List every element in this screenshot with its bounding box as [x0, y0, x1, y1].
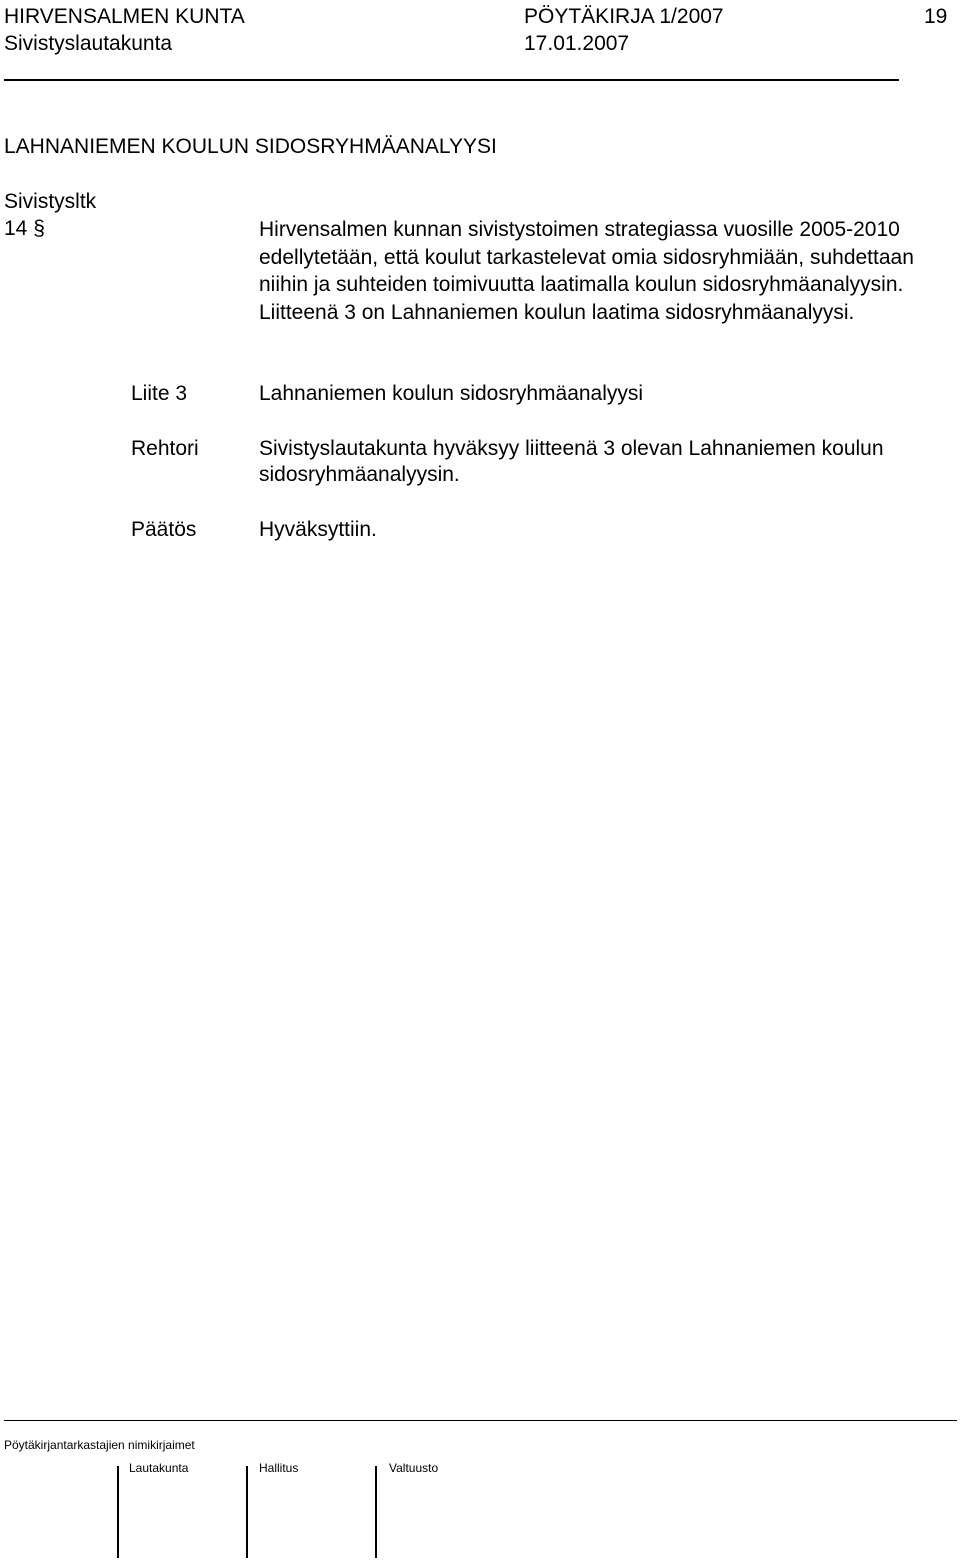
- item-label-decision: Päätös: [131, 518, 197, 541]
- item-label-attachment: Liite 3: [131, 382, 188, 405]
- footer-column-board: Hallitus: [259, 1461, 299, 1475]
- item-text-decision: Hyväksyttiin.: [259, 518, 377, 541]
- municipality-name: HIRVENSALMEN KUNTA: [4, 5, 245, 28]
- footer-column-council: Valtuusto: [389, 1461, 439, 1475]
- signature-box-divider-2: [246, 1466, 248, 1558]
- document-type: PÖYTÄKIRJA 1/2007: [524, 5, 724, 28]
- committee-name: Sivistyslautakunta: [4, 32, 173, 55]
- item-label-principal: Rehtori: [131, 437, 199, 460]
- section-body: Hirvensalmen kunnan sivistystoimen strategiassa vuosille 2005-2010 edellytetään, että koulut tarkastelevat omia sidosryhmiään, suhdettaan niihin ja suhteiden toimivuutta laatimalla koulun sidosryhmäanalyysin. Liitteenä 3 on Lahnaniemen koulun laatima sidosryhmäanalyysi.: [259, 218, 914, 324]
- signature-box-divider-3: [375, 1466, 377, 1558]
- footer-column-committee: Lautakunta: [129, 1461, 189, 1475]
- footer-rule: [4, 1420, 957, 1421]
- meeting-date: 17.01.2007: [524, 32, 630, 55]
- item-text-attachment: Lahnaniemen koulun sidosryhmäanalyysi: [259, 382, 644, 405]
- committee-abbr: Sivistysltk: [4, 190, 97, 213]
- header-rule: [4, 79, 899, 81]
- item-text-proposal: Sivistyslautakunta hyväksyy liitteenä 3 olevan Lahnaniemen koulun sidosryhmäanalyysin.: [259, 437, 884, 486]
- signature-box-divider-1: [117, 1466, 119, 1558]
- signatures-label: Pöytäkirjantarkastajien nimikirjaimet: [4, 1438, 195, 1452]
- section-number: 14 §: [4, 217, 45, 240]
- page-title: LAHNANIEMEN KOULUN SIDOSRYHMÄANALYYSI: [4, 135, 497, 158]
- page-number: 19: [924, 5, 948, 28]
